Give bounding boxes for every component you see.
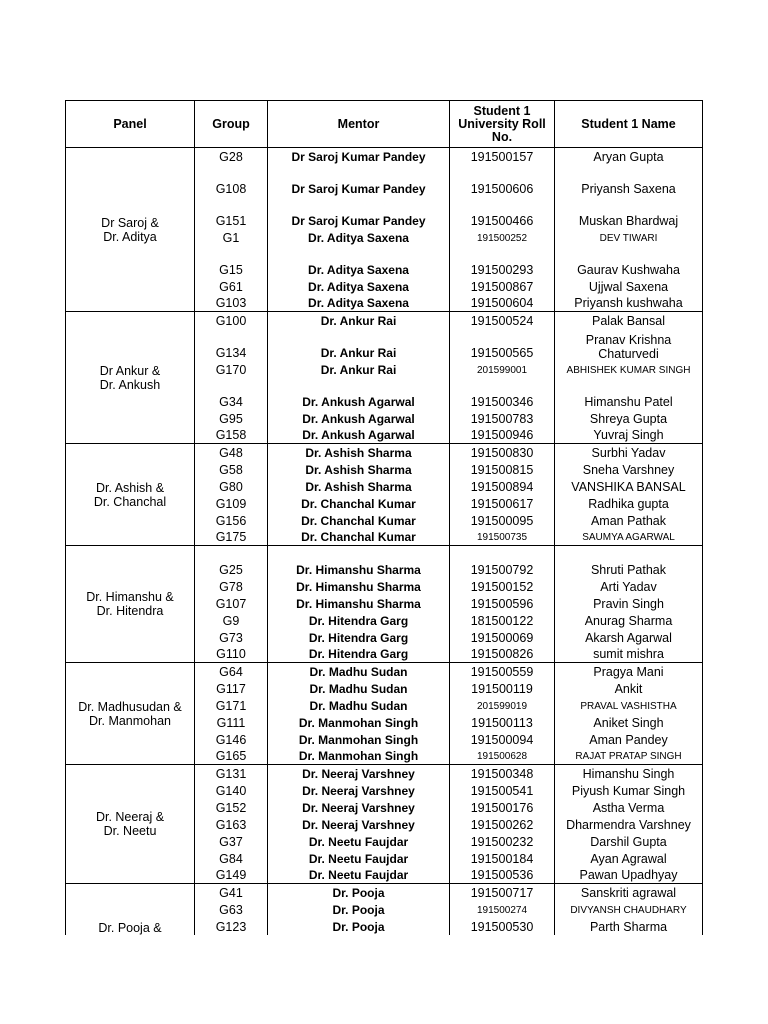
- student-name-cell: Himanshu Patel: [555, 378, 703, 410]
- mentor-cell: Dr. Aditya Saxena: [268, 295, 450, 312]
- roll-no-cell: 191500274: [450, 901, 555, 918]
- roll-no-cell: 191500119: [450, 680, 555, 697]
- roll-no-cell: 181500122: [450, 612, 555, 629]
- student-name-cell: Ujjwal Saxena: [555, 278, 703, 295]
- mentor-cell: Dr. Ankush Agarwal: [268, 378, 450, 410]
- mentor-cell: Dr. Aditya Saxena: [268, 278, 450, 295]
- roll-no-cell: 191500604: [450, 295, 555, 312]
- student-name-cell: Sanskriti agrawal: [555, 884, 703, 901]
- mentor-cell: Dr. Madhu Sudan: [268, 663, 450, 680]
- roll-no-cell: 191500095: [450, 512, 555, 529]
- group-cell: G64: [195, 663, 268, 680]
- student-name-cell: Darshil Gupta: [555, 833, 703, 850]
- student-name-cell: ABHISHEK KUMAR SINGH: [555, 361, 703, 378]
- student-name-cell: Gaurav Kushwaha: [555, 246, 703, 278]
- mentor-cell: Dr. Ankush Agarwal: [268, 410, 450, 427]
- student-name-cell: Aryan Gupta: [555, 148, 703, 165]
- mentor-cell: Dr Saroj Kumar Pandey: [268, 165, 450, 197]
- group-cell: G84: [195, 850, 268, 867]
- header-mentor: Mentor: [268, 101, 450, 148]
- header-group: Group: [195, 101, 268, 148]
- mentor-cell: Dr. Neetu Faujdar: [268, 850, 450, 867]
- group-cell: G152: [195, 799, 268, 816]
- table-row: [66, 312, 703, 329]
- student-name-cell: Sneha Varshney: [555, 461, 703, 478]
- roll-no-cell: 191500348: [450, 765, 555, 782]
- mentor-cell: Dr. Neetu Faujdar: [268, 833, 450, 850]
- roll-no-cell: 191500536: [450, 867, 555, 884]
- student-name-cell: Himanshu Singh: [555, 765, 703, 782]
- roll-no-cell: 191500530: [450, 918, 555, 935]
- roll-no-cell: 191500184: [450, 850, 555, 867]
- student-name-cell: PRAVAL VASHISTHA: [555, 697, 703, 714]
- roll-no-cell: 191500717: [450, 884, 555, 901]
- mentor-cell: Dr. Neeraj Varshney: [268, 816, 450, 833]
- roll-no-cell: 191500094: [450, 731, 555, 748]
- roll-no-cell: 191500152: [450, 578, 555, 595]
- student-name-cell: Shruti Pathak: [555, 546, 703, 578]
- group-cell: G171: [195, 697, 268, 714]
- mentor-cell: Dr. Ankush Agarwal: [268, 427, 450, 444]
- mentor-cell: Dr. Aditya Saxena: [268, 246, 450, 278]
- group-cell: G163: [195, 816, 268, 833]
- roll-no-cell: 191500596: [450, 595, 555, 612]
- student-name-cell: Shreya Gupta: [555, 410, 703, 427]
- student-name-cell: Priyansh kushwaha: [555, 295, 703, 312]
- group-cell: G28: [195, 148, 268, 165]
- student-name-cell: Aniket Singh: [555, 714, 703, 731]
- group-cell: G109: [195, 495, 268, 512]
- student-name-cell: Muskan Bhardwaj: [555, 197, 703, 229]
- student-name-cell: Aman Pandey: [555, 731, 703, 748]
- group-cell: G110: [195, 646, 268, 663]
- group-cell: G37: [195, 833, 268, 850]
- group-cell: G156: [195, 512, 268, 529]
- student-name-cell: Parth Sharma: [555, 918, 703, 935]
- student-name-cell: Ayan Agrawal: [555, 850, 703, 867]
- mentor-cell: Dr. Manmohan Singh: [268, 731, 450, 748]
- student-name-cell: RAJAT PRATAP SINGH: [555, 748, 703, 765]
- mentor-cell: Dr. Manmohan Singh: [268, 714, 450, 731]
- roll-no-cell: 191500524: [450, 312, 555, 329]
- mentor-cell: Dr. Manmohan Singh: [268, 748, 450, 765]
- group-cell: G34: [195, 378, 268, 410]
- roll-no-cell: 191500157: [450, 148, 555, 165]
- mentor-cell: Dr. Hitendra Garg: [268, 646, 450, 663]
- group-cell: G95: [195, 410, 268, 427]
- group-cell: G80: [195, 478, 268, 495]
- header-student-name: Student 1 Name: [555, 101, 703, 148]
- mentor-cell: Dr. Hitendra Garg: [268, 612, 450, 629]
- student-name-cell: DIVYANSH CHAUDHARY: [555, 901, 703, 918]
- student-name-cell: Pranav Krishna Chaturvedi: [555, 329, 703, 361]
- group-cell: G78: [195, 578, 268, 595]
- mentor-cell: Dr. Hitendra Garg: [268, 629, 450, 646]
- mentor-cell: Dr. Chanchal Kumar: [268, 512, 450, 529]
- group-cell: G131: [195, 765, 268, 782]
- mentor-cell: Dr. Madhu Sudan: [268, 680, 450, 697]
- roll-no-cell: 191500867: [450, 278, 555, 295]
- group-cell: G48: [195, 444, 268, 461]
- roll-no-cell: 191500262: [450, 816, 555, 833]
- mentor-cell: Dr. Neetu Faujdar: [268, 867, 450, 884]
- student-name-cell: SAUMYA AGARWAL: [555, 529, 703, 546]
- mentor-cell: Dr. Ashish Sharma: [268, 444, 450, 461]
- mentor-cell: Dr. Chanchal Kumar: [268, 529, 450, 546]
- mentor-cell: Dr. Pooja: [268, 918, 450, 935]
- roll-no-cell: 191500792: [450, 546, 555, 578]
- roll-no-cell: 191500735: [450, 529, 555, 546]
- roll-no-cell: 191500466: [450, 197, 555, 229]
- mentor-cell: Dr. Himanshu Sharma: [268, 546, 450, 578]
- group-cell: G123: [195, 918, 268, 935]
- mentor-cell: Dr. Ashish Sharma: [268, 478, 450, 495]
- mentor-cell: Dr. Neeraj Varshney: [268, 799, 450, 816]
- roll-no-cell: 191500232: [450, 833, 555, 850]
- roll-no-cell: 191500559: [450, 663, 555, 680]
- group-cell: G1: [195, 229, 268, 246]
- table-row: [66, 148, 703, 165]
- mentor-allocation-table: [65, 100, 703, 935]
- table-row: [66, 444, 703, 461]
- mentor-cell: Dr. Ankur Rai: [268, 329, 450, 361]
- group-cell: G9: [195, 612, 268, 629]
- student-name-cell: sumit mishra: [555, 646, 703, 663]
- roll-no-cell: 191500346: [450, 378, 555, 410]
- group-cell: G41: [195, 884, 268, 901]
- roll-no-cell: 191500894: [450, 478, 555, 495]
- mentor-cell: Dr. Ankur Rai: [268, 312, 450, 329]
- student-name-cell: Dharmendra Varshney: [555, 816, 703, 833]
- student-name-cell: Radhika gupta: [555, 495, 703, 512]
- header-row: [66, 101, 703, 148]
- student-name-cell: Anurag Sharma: [555, 612, 703, 629]
- mentor-cell: Dr. Madhu Sudan: [268, 697, 450, 714]
- group-cell: G25: [195, 546, 268, 578]
- roll-no-cell: 191500826: [450, 646, 555, 663]
- mentor-cell: Dr. Chanchal Kumar: [268, 495, 450, 512]
- group-cell: G165: [195, 748, 268, 765]
- table-row: [66, 884, 703, 901]
- mentor-cell: Dr Saroj Kumar Pandey: [268, 148, 450, 165]
- group-cell: G58: [195, 461, 268, 478]
- student-name-cell: Yuvraj Singh: [555, 427, 703, 444]
- mentor-cell: Dr. Neeraj Varshney: [268, 782, 450, 799]
- student-name-cell: Palak Bansal: [555, 312, 703, 329]
- roll-no-cell: 201599001: [450, 361, 555, 378]
- roll-no-cell: 191500176: [450, 799, 555, 816]
- roll-no-cell: 191500565: [450, 329, 555, 361]
- panel-cell: Dr. Ashish & Dr. Chanchal: [66, 444, 195, 546]
- group-cell: G170: [195, 361, 268, 378]
- student-name-cell: Piyush Kumar Singh: [555, 782, 703, 799]
- roll-no-cell: 191500252: [450, 229, 555, 246]
- student-name-cell: VANSHIKA BANSAL: [555, 478, 703, 495]
- student-name-cell: Pragya Mani: [555, 663, 703, 680]
- group-cell: G175: [195, 529, 268, 546]
- group-cell: G134: [195, 329, 268, 361]
- roll-no-cell: 191500541: [450, 782, 555, 799]
- student-name-cell: Astha Verma: [555, 799, 703, 816]
- student-name-cell: Pravin Singh: [555, 595, 703, 612]
- group-cell: G103: [195, 295, 268, 312]
- panel-cell: Dr Saroj & Dr. Aditya: [66, 148, 195, 312]
- mentor-cell: Dr. Himanshu Sharma: [268, 595, 450, 612]
- mentor-cell: Dr. Himanshu Sharma: [268, 578, 450, 595]
- group-cell: G146: [195, 731, 268, 748]
- mentor-cell: Dr. Neeraj Varshney: [268, 765, 450, 782]
- student-name-cell: Surbhi Yadav: [555, 444, 703, 461]
- student-name-cell: Arti Yadav: [555, 578, 703, 595]
- spreadsheet-page: [65, 100, 702, 935]
- panel-cell: Dr Ankur & Dr. Ankush: [66, 312, 195, 444]
- student-name-cell: Aman Pathak: [555, 512, 703, 529]
- roll-no-cell: 191500617: [450, 495, 555, 512]
- roll-no-cell: 191500815: [450, 461, 555, 478]
- group-cell: G111: [195, 714, 268, 731]
- group-cell: G151: [195, 197, 268, 229]
- group-cell: G73: [195, 629, 268, 646]
- student-name-cell: DEV TIWARI: [555, 229, 703, 246]
- group-cell: G140: [195, 782, 268, 799]
- roll-no-cell: 191500830: [450, 444, 555, 461]
- panel-cell: Dr. Madhusudan & Dr. Manmohan: [66, 663, 195, 765]
- roll-no-cell: 201599019: [450, 697, 555, 714]
- group-cell: G149: [195, 867, 268, 884]
- roll-no-cell: 191500946: [450, 427, 555, 444]
- mentor-cell: Dr. Pooja: [268, 901, 450, 918]
- student-name-cell: Ankit: [555, 680, 703, 697]
- roll-no-cell: 191500113: [450, 714, 555, 731]
- panel-cell: Dr. Neeraj & Dr. Neetu: [66, 765, 195, 884]
- group-cell: G63: [195, 901, 268, 918]
- student-name-cell: Pawan Upadhyay: [555, 867, 703, 884]
- table-row: [66, 546, 703, 578]
- group-cell: G61: [195, 278, 268, 295]
- mentor-cell: Dr. Pooja: [268, 884, 450, 901]
- student-name-cell: Priyansh Saxena: [555, 165, 703, 197]
- group-cell: G108: [195, 165, 268, 197]
- roll-no-cell: 191500628: [450, 748, 555, 765]
- panel-cell: Dr. Pooja &: [66, 884, 195, 935]
- panel-cell: Dr. Himanshu & Dr. Hitendra: [66, 546, 195, 663]
- roll-no-cell: 191500783: [450, 410, 555, 427]
- group-cell: G117: [195, 680, 268, 697]
- roll-no-cell: 191500606: [450, 165, 555, 197]
- roll-no-cell: 191500293: [450, 246, 555, 278]
- group-cell: G158: [195, 427, 268, 444]
- mentor-cell: Dr. Ashish Sharma: [268, 461, 450, 478]
- roll-no-cell: 191500069: [450, 629, 555, 646]
- group-cell: G100: [195, 312, 268, 329]
- table-row: [66, 663, 703, 680]
- group-cell: G15: [195, 246, 268, 278]
- group-cell: G107: [195, 595, 268, 612]
- header-panel: Panel: [66, 101, 195, 148]
- header-roll-no: Student 1 University Roll No.: [450, 101, 555, 148]
- mentor-cell: Dr. Ankur Rai: [268, 361, 450, 378]
- student-name-cell: Akarsh Agarwal: [555, 629, 703, 646]
- table-row: [66, 765, 703, 782]
- mentor-cell: Dr Saroj Kumar Pandey: [268, 197, 450, 229]
- mentor-cell: Dr. Aditya Saxena: [268, 229, 450, 246]
